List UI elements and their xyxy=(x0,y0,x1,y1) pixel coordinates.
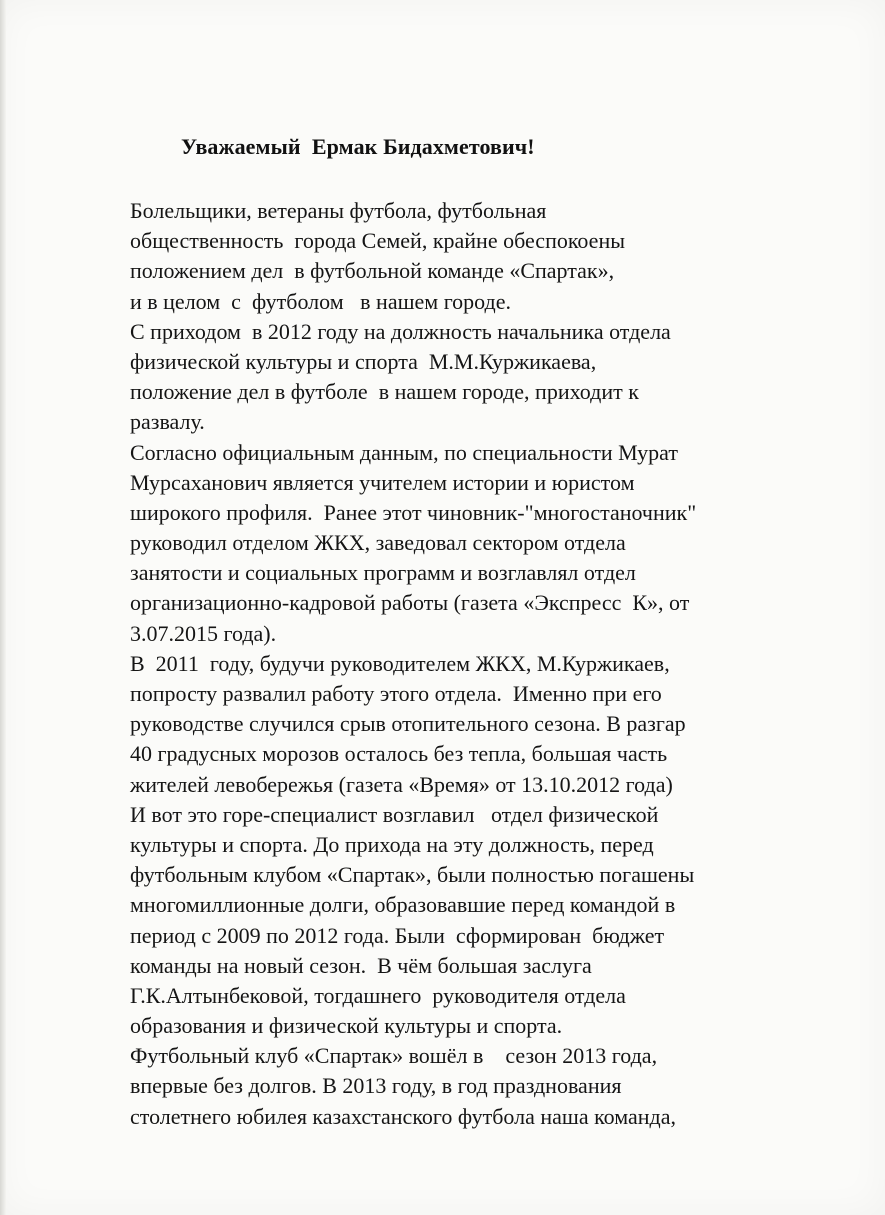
text-line: футбольным клубом «Спартак», были полностью погашены xyxy=(130,862,695,888)
text-line: 3.07.2015 года). xyxy=(130,620,277,646)
text-line: образования и физической культуры и спорта. xyxy=(130,1013,563,1039)
text-line: занятости и социальных программ и возглавлял отдел xyxy=(130,560,636,586)
text-line: многомиллионные долги, образовавшие перед командой в xyxy=(130,892,676,918)
text-line: Болельщики, ветераны футбола, футбольная xyxy=(130,198,547,223)
letter-body xyxy=(130,196,830,1132)
text-line: и в целом с футболом в нашем городе. xyxy=(130,288,512,314)
text-line: впервые без долгов. В 2013 году, в год празднования xyxy=(130,1073,622,1099)
text-line: организационно-кадровой работы (газета «Экспресс К», от xyxy=(130,590,690,616)
text-line: широкого профиля. Ранее этот чиновник-"многостаночник" xyxy=(130,499,697,525)
scan-edge xyxy=(0,0,6,1215)
text-line: физической культуры и спорта М.М.Куржикаева, xyxy=(130,348,597,374)
text-line: развалу. xyxy=(130,409,205,435)
text-line: Г.К.Алтынбековой, тогдашнего руководителя отдела xyxy=(130,982,626,1008)
text-line: положение дел в футболе в нашем городе, приходит к xyxy=(130,379,639,405)
text-line: 40 градусных морозов осталось без тепла, большая часть xyxy=(130,741,668,767)
text-line: Согласно официальным данным, по специальности Мурат xyxy=(130,439,678,465)
text-line: период с 2009 по 2012 года. Были сформирован бюджет xyxy=(130,922,665,948)
text-line: команды на новый сезон. В чём большая заслуга xyxy=(130,952,592,978)
text-line: Футбольный клуб «Спартак» вошёл в сезон 2013 года, xyxy=(130,1043,658,1069)
text-line: руководил отделом ЖКХ, заведовал сектором отдела xyxy=(130,530,626,556)
letter-greeting: Уважаемый Ермак Бидахметович! xyxy=(181,134,535,159)
text-line: жителей левобережья (газета «Время» от 13.10.2012 года) xyxy=(130,771,673,797)
text-line: руководстве случился срыв отопительного сезона. В разгар xyxy=(130,711,686,737)
text-line: В 2011 году, будучи руководителем ЖКХ, М.Куржикаев, xyxy=(130,650,670,676)
text-line: общественность города Семей, крайне обеспокоены xyxy=(130,228,625,254)
text-line: попросту развалил работу этого отдела. Именно при его xyxy=(130,681,662,706)
text-line: И вот это горе-специалист возглавил отдел физической xyxy=(130,801,659,827)
text-line: положением дел в футбольной команде «Спартак», xyxy=(130,258,615,284)
text-line: столетнего юбилея казахстанского футбола наша команда, xyxy=(130,1103,677,1129)
text-line: Мурсаханович является учителем истории и юристом xyxy=(130,469,635,495)
text-line: С приходом в 2012 году на должность начальника отдела xyxy=(130,318,671,344)
text-line: культуры и спорта. До прихода на эту должность, перед xyxy=(130,831,654,857)
